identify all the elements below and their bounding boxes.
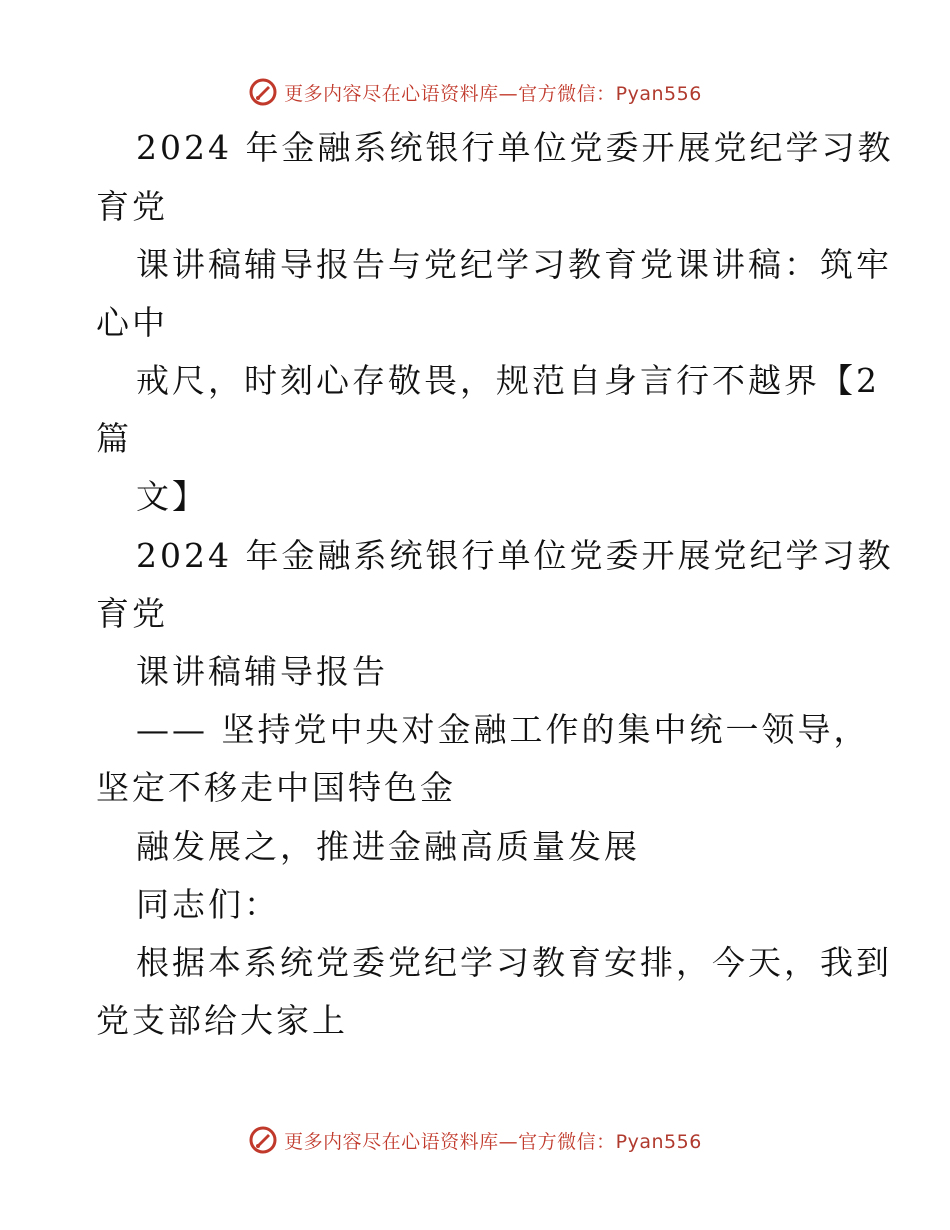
title-line-5: 戒尺，时刻心存敬畏，规范自身言行不越界【2	[136, 361, 880, 400]
watermark-footer	[0, 1120, 950, 1160]
brand-logo-icon	[248, 1125, 278, 1155]
watermark-text: 更多内容尽在心语资料库—官方微信：Pyan556	[284, 1130, 702, 1153]
salutation: 同志们：	[136, 885, 280, 924]
watermark-wechat-id: Pyan556	[615, 1130, 702, 1153]
title-line-1: 2024 年金融系统银行单位党委开展党纪学习教	[136, 128, 894, 167]
title-line-6: 篇	[96, 419, 132, 458]
watermark-wechat-id: Pyan556	[615, 82, 702, 105]
subheading-line-3: 融发展之，推进金融高质量发展	[136, 827, 640, 866]
subtitle-line-1: 2024 年金融系统银行单位党委开展党纪学习教	[136, 536, 894, 575]
subheading-line-2: 坚定不移走中国特色金	[96, 768, 456, 807]
paragraph-line-1: 根据本系统党委党纪学习教育安排，今天，我到	[136, 943, 892, 982]
watermark-text: 更多内容尽在心语资料库—官方微信：Pyan556	[284, 82, 702, 105]
watermark-header	[0, 72, 950, 112]
title-line-7: 文】	[136, 477, 208, 516]
subtitle-line-3: 课讲稿辅导报告	[136, 652, 388, 691]
subheading-line-1: —— 坚持党中央对金融工作的集中统一领导，	[136, 710, 870, 749]
subtitle-line-2: 育党	[96, 594, 168, 633]
paragraph-line-2: 党支部给大家上	[96, 1001, 348, 1040]
title-line-2: 育党	[96, 187, 168, 226]
brand-logo-icon	[248, 77, 278, 107]
title-line-4: 心中	[96, 303, 168, 342]
title-line-3: 课讲稿辅导报告与党纪学习教育党课讲稿：筑牢	[136, 245, 892, 284]
